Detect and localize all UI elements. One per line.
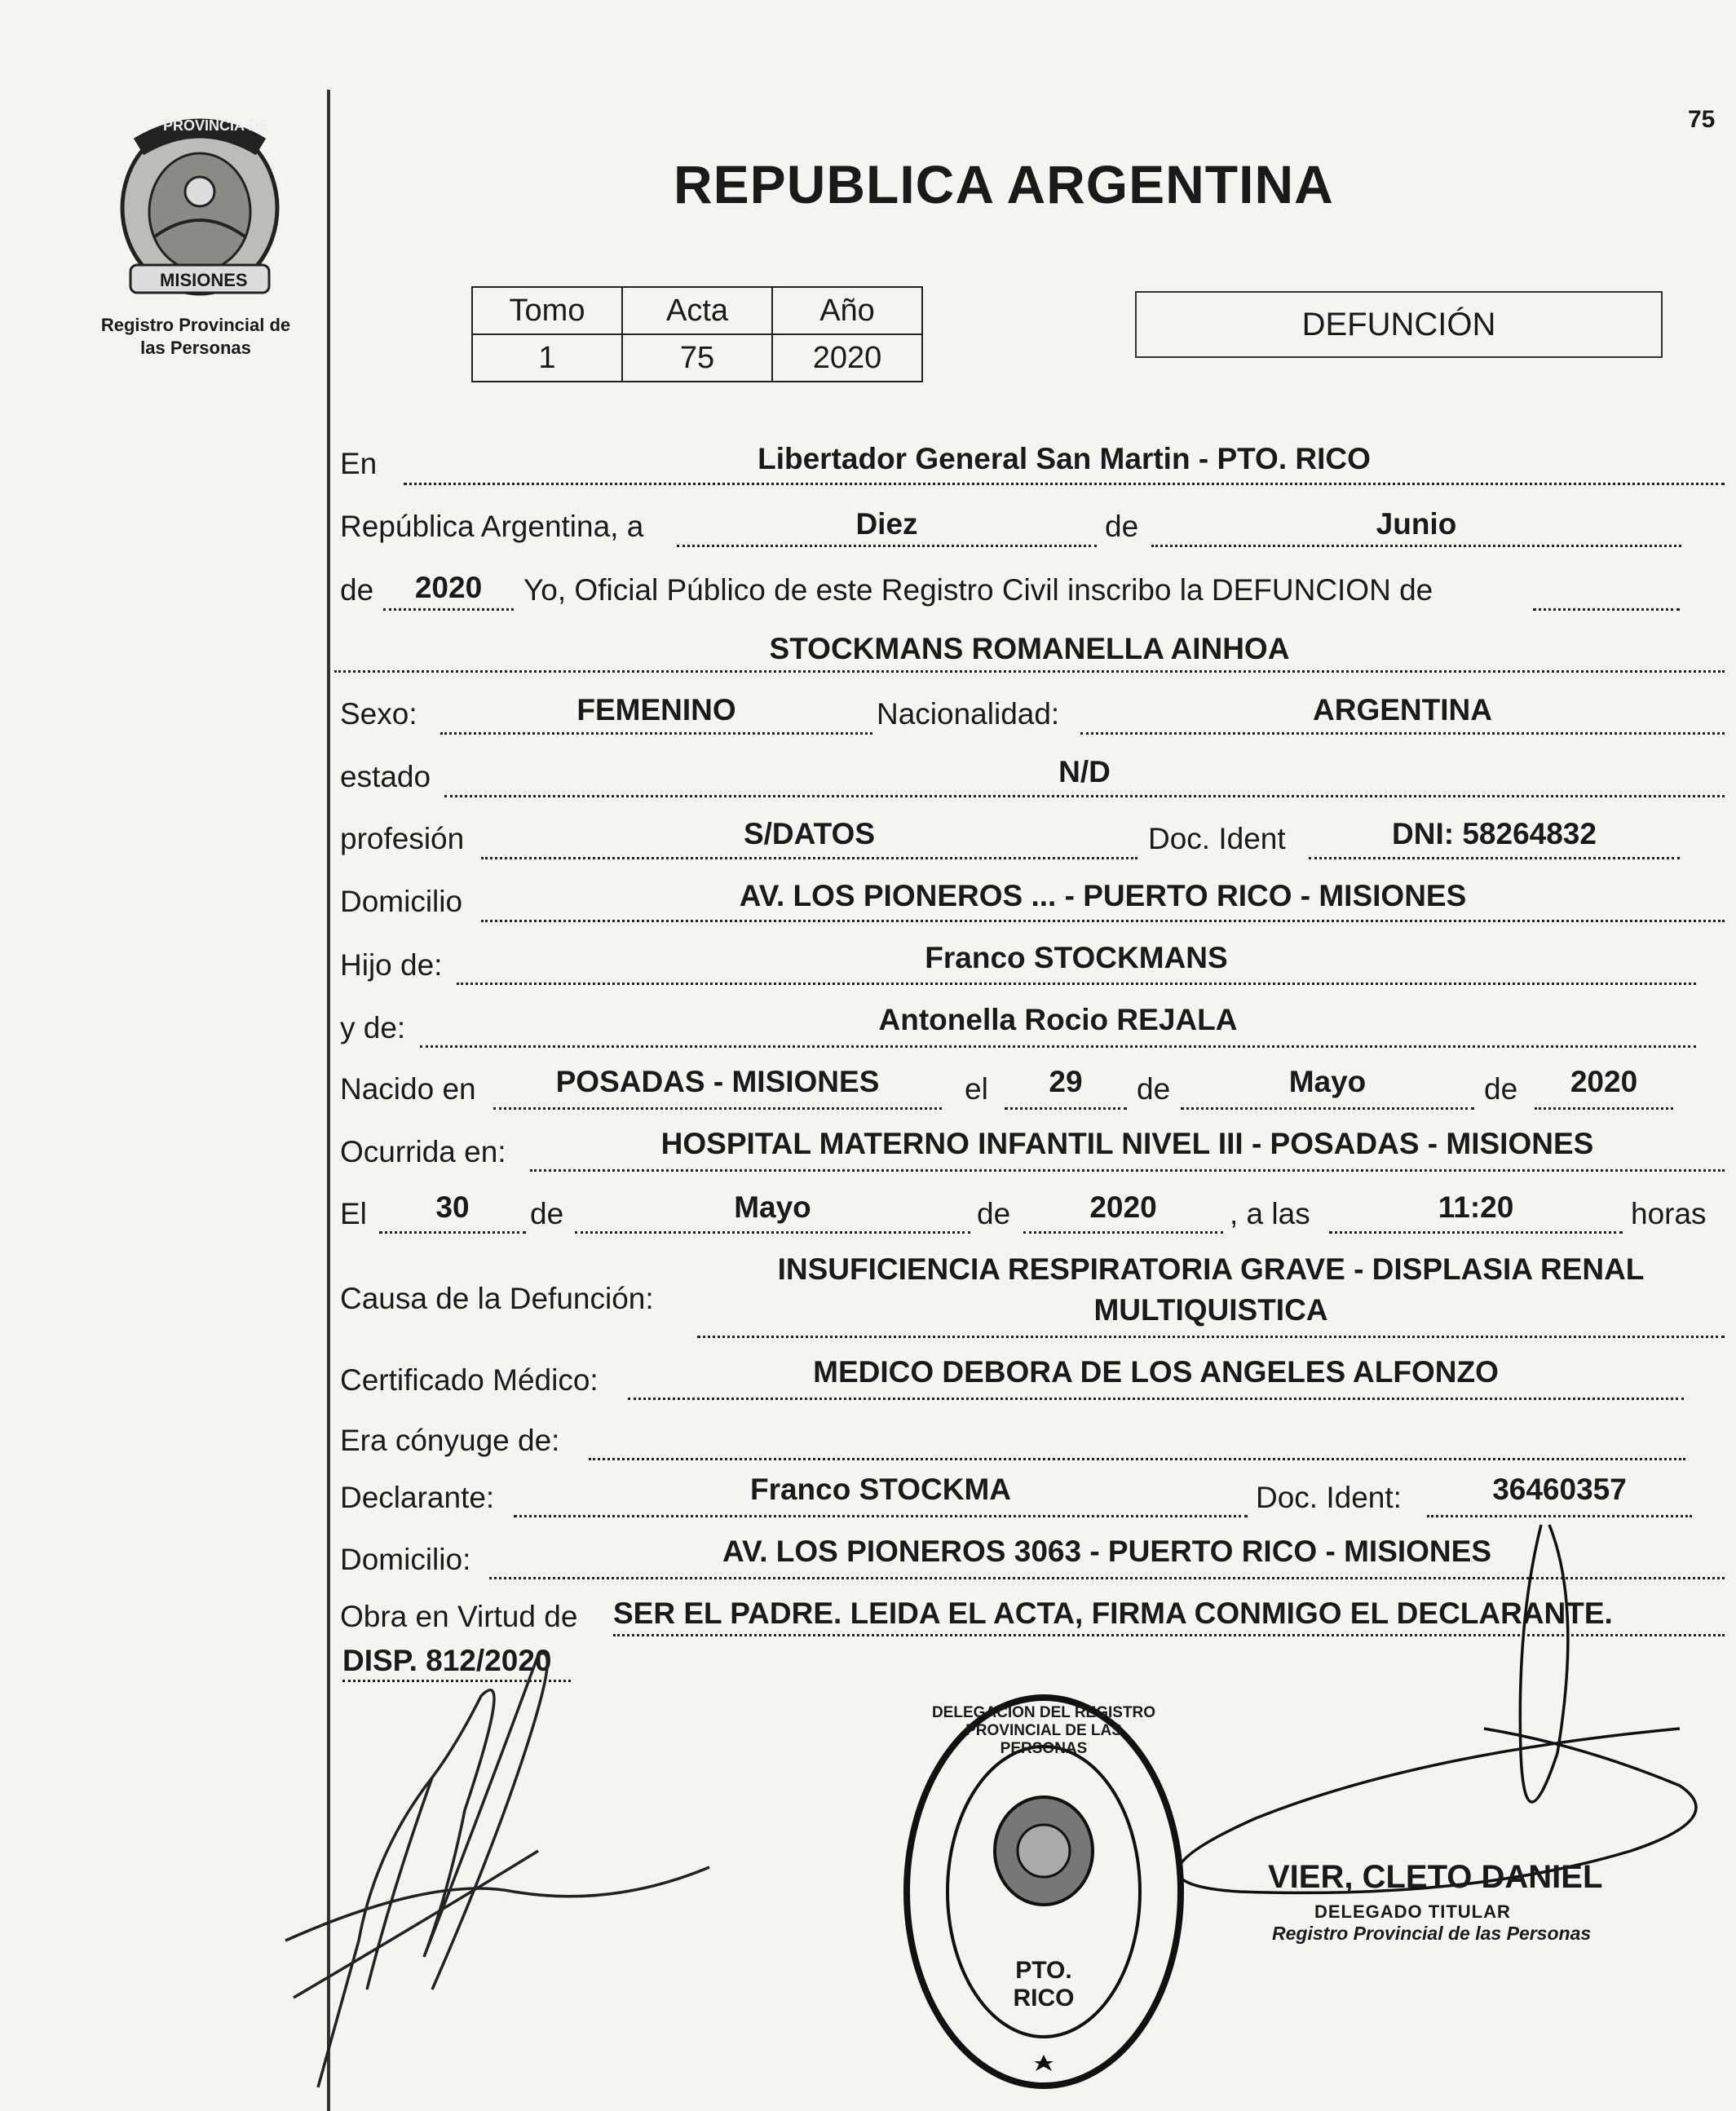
domicilio2-label: Domicilio: — [340, 1543, 471, 1576]
declarante-signature — [269, 1647, 726, 2104]
de-label: de — [1105, 510, 1139, 543]
titular-signature — [1060, 1508, 1729, 1965]
el-dia-line — [379, 1231, 526, 1234]
domicilio2-value: AV. LOS PIONEROS 3063 - PUERTO RICO - MISIONES — [722, 1535, 1492, 1568]
acta-value: 75 — [622, 334, 772, 382]
domicilio-label: Domicilio — [340, 885, 463, 918]
causa-label: Causa de la Defunción: — [340, 1282, 654, 1315]
page-number: 75 — [1688, 106, 1716, 133]
el-mes: Mayo — [734, 1190, 811, 1224]
titular-role: DELEGADO TITULAR — [1314, 1901, 1511, 1922]
sexo-value: FEMENINO — [576, 693, 736, 726]
en-label: En — [340, 447, 378, 480]
hijo-value: Franco STOCKMANS — [925, 941, 1228, 974]
nacionalidad-label: Nacionalidad: — [877, 697, 1060, 731]
yde-line — [420, 1045, 1696, 1048]
hora-line — [1329, 1231, 1623, 1234]
alas-label: , a las — [1230, 1197, 1310, 1230]
el-label: El — [340, 1197, 367, 1230]
mes-line — [1151, 545, 1681, 547]
certificado-value: MEDICO DEBORA DE LOS ANGELES ALFONZO — [813, 1355, 1499, 1389]
acta-header: Acta — [622, 287, 772, 334]
yde-value: Antonella Rocio REJALA — [878, 1003, 1238, 1036]
declarante-doc-label: Doc. Ident: — [1256, 1481, 1402, 1514]
el-anio: 2020 — [1089, 1190, 1157, 1224]
registro-caption-line1: Registro Provincial de — [100, 315, 291, 335]
el-de2-label: de — [977, 1197, 1011, 1230]
titular-registro: Registro Provincial de las Personas — [1272, 1923, 1592, 1944]
nacido-dia-line — [1005, 1107, 1127, 1110]
tomo-value: 1 — [472, 334, 622, 382]
estado-line — [444, 795, 1725, 797]
stamp-ring-text: DELEGACION DEL REGISTRO PROVINCIAL DE LAS PERSONAS — [931, 1704, 1156, 1757]
en-line — [404, 483, 1725, 485]
conyuge-label: Era cónyuge de: — [340, 1424, 560, 1457]
ocurrida-value: HOSPITAL MATERNO INFANTIL NIVEL III - POSADAS - MISIONES — [660, 1127, 1594, 1160]
nombre-line — [334, 670, 1725, 673]
ocurrida-line — [530, 1169, 1725, 1172]
declarante-value: Franco STOCKMA — [749, 1473, 1011, 1506]
stamp-inner-text: PTO. RICO — [1013, 1957, 1075, 2012]
disp-value: DISP. 812/2020 — [342, 1644, 552, 1677]
anio-header: Año — [772, 287, 922, 334]
anio-value: 2020 — [772, 334, 922, 382]
estado-label: estado — [340, 760, 431, 793]
causa-line — [697, 1336, 1725, 1338]
nacido-de1-label: de — [1137, 1072, 1171, 1106]
nacido-anio-line — [1535, 1107, 1673, 1110]
anio-line — [383, 608, 514, 611]
conyuge-line — [589, 1458, 1685, 1460]
registro-caption-line2: las Personas — [140, 338, 251, 358]
obra-label: Obra en Virtud de — [340, 1600, 578, 1633]
el-mes-line — [575, 1231, 970, 1234]
sexo-label: Sexo: — [340, 697, 417, 731]
seal-bottom-text: MISIONES — [160, 270, 248, 290]
nacido-label: Nacido en — [340, 1072, 476, 1106]
el-de1-label: de — [530, 1197, 564, 1230]
nacido-lugar-line — [493, 1107, 942, 1110]
registro-caption — [73, 314, 318, 360]
hora-value: 11:20 — [1438, 1190, 1514, 1224]
seal-top-text: PROVINCIA DE — [163, 117, 269, 134]
declarante-label: Declarante: — [340, 1481, 495, 1514]
profesion-line — [481, 857, 1137, 859]
en-value: Libertador General San Martin - PTO. RICO — [758, 442, 1371, 475]
nacido-mes-line — [1181, 1107, 1474, 1110]
causa-line2: MULTIQUISTICA — [1093, 1293, 1328, 1327]
acta-table — [471, 286, 923, 382]
nacido-dia: 29 — [1049, 1065, 1083, 1098]
nacido-de2-label: de — [1484, 1072, 1518, 1106]
anio-label: de — [340, 573, 374, 607]
yde-label: y de: — [340, 1011, 406, 1044]
yo-line — [1533, 608, 1680, 611]
hijo-line — [457, 983, 1696, 985]
doc-label: Doc. Ident — [1148, 822, 1286, 855]
anio-value: 2020 — [414, 571, 483, 604]
el-anio-line — [1023, 1231, 1223, 1234]
horas-label: horas — [1631, 1197, 1707, 1230]
acta-table-header-row — [472, 287, 922, 334]
causa-line1: INSUFICIENCIA RESPIRATORIA GRAVE - DISPLASIA RENAL — [777, 1252, 1645, 1286]
nombre-value: STOCKMANS ROMANELLA AINHOA — [769, 632, 1290, 665]
el-dia: 30 — [435, 1190, 470, 1224]
provincia-seal — [106, 114, 294, 302]
nacido-anio: 2020 — [1570, 1065, 1638, 1098]
republica-label: República Argentina, a — [340, 510, 644, 543]
sexo-line — [440, 732, 872, 735]
page-title: REPUBLICA ARGENTINA — [674, 154, 1334, 214]
domicilio-line — [481, 920, 1725, 922]
yo-text: Yo, Oficial Público de este Registro Civil inscribo la DEFUNCION de — [523, 573, 1433, 607]
certificado-label: Certificado Médico: — [340, 1363, 599, 1397]
dia-line — [677, 545, 1097, 547]
nacionalidad-line — [1080, 732, 1725, 735]
doc-line — [1309, 857, 1680, 859]
nacido-mes: Mayo — [1288, 1065, 1367, 1098]
hijo-label: Hijo de: — [340, 948, 443, 982]
nacionalidad-value: ARGENTINA — [1313, 693, 1492, 726]
titular-name: VIER, CLETO DANIEL — [1268, 1859, 1603, 1895]
tomo-header: Tomo — [472, 287, 622, 334]
profesion-label: profesión — [340, 822, 465, 855]
dia-value: Diez — [855, 507, 918, 541]
doc-value: DNI: 58264832 — [1392, 817, 1597, 850]
ocurrida-label: Ocurrida en: — [340, 1135, 506, 1168]
nacido-el-label: el — [965, 1072, 988, 1106]
declarante-doc-value: 36460357 — [1492, 1473, 1627, 1506]
nacido-lugar: POSADAS - MISIONES — [555, 1065, 880, 1098]
certificado-line — [628, 1398, 1684, 1400]
mes-value: Junio — [1376, 507, 1457, 541]
acta-table-value-row — [472, 334, 922, 382]
profesion-value: S/DATOS — [743, 817, 876, 850]
document-type-box: DEFUNCIÓN — [1135, 291, 1663, 358]
estado-value: N/D — [1058, 755, 1111, 788]
obra-value: SER EL PADRE. LEIDA EL ACTA, FIRMA CONMIGO EL DECLARANTE. — [613, 1596, 1613, 1630]
domicilio-value: AV. LOS PIONEROS ... - PUERTO RICO - MISIONES — [739, 879, 1467, 912]
